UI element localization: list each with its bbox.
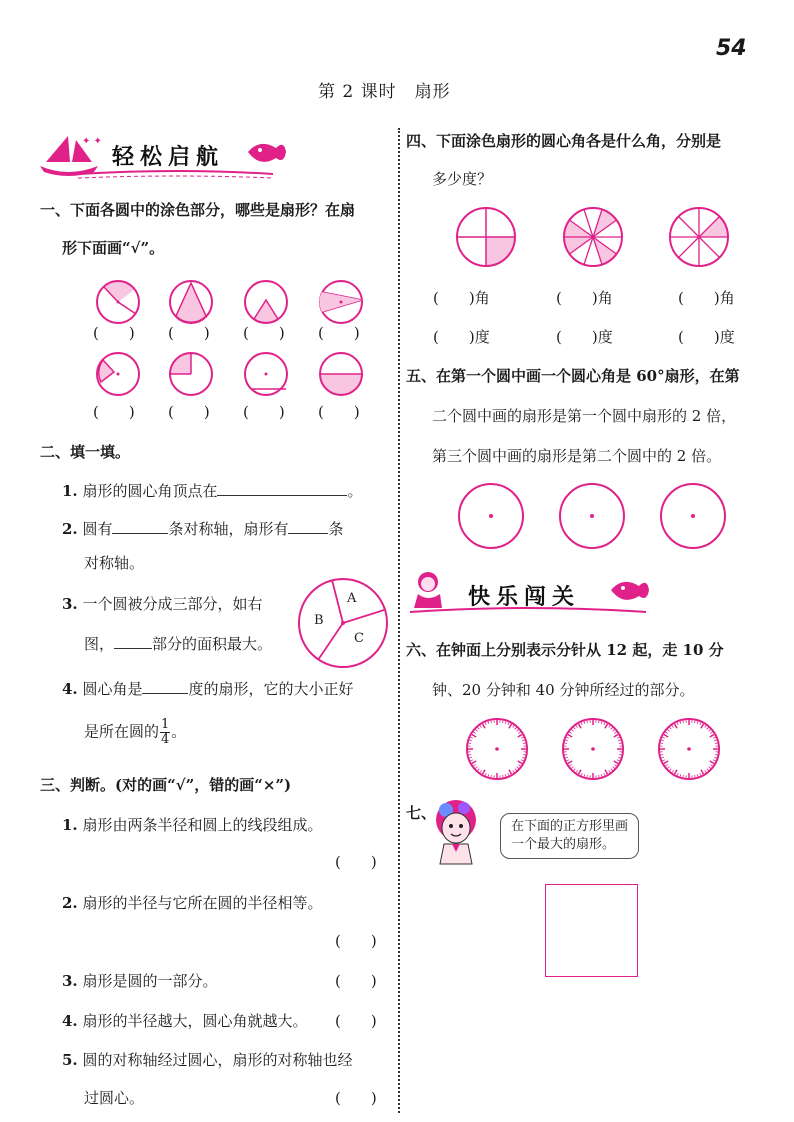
q3-item4 — [62, 1011, 307, 1031]
q3-item4-paren[interactable]: ( ) — [335, 1012, 377, 1030]
fish-icon — [611, 582, 649, 600]
q2-item2 — [62, 517, 344, 539]
q2-item2-blank2[interactable] — [288, 517, 328, 534]
q1-paren-6[interactable]: ( ) — [168, 403, 210, 421]
q3-item4-text: 扇形的半径越大，圆心角就越大。 — [82, 1012, 308, 1030]
q4-degree-2[interactable]: ( )度 — [556, 328, 613, 346]
q7-label: 七、 — [406, 804, 437, 822]
q7-bubble-line2: 一个最大的扇形。 — [511, 837, 616, 852]
q3-item2-num: 2. — [62, 894, 78, 912]
page-number: 54 — [716, 36, 747, 61]
q1-circle-4 — [319, 281, 362, 323]
banner-easy-start — [38, 130, 293, 182]
q3-item5-text: 圆的对称轴经过圆心，扇形的对称轴也经 — [82, 1051, 353, 1069]
fraction-denominator: 4 — [161, 732, 170, 747]
q2-item1 — [62, 479, 362, 501]
q1-circle-5 — [97, 353, 139, 395]
q4-angle-2[interactable]: ( )角 — [556, 289, 613, 307]
q2-item3-text-a: 一个圆被分成三部分，如右 — [82, 595, 263, 613]
q5-circle-2 — [560, 484, 624, 548]
q4-angle-3[interactable]: ( )角 — [678, 289, 735, 307]
q4-line2: 多少度？ — [432, 170, 493, 188]
q5-circle-3 — [661, 484, 725, 548]
q4-degree-3[interactable]: ( )度 — [678, 328, 735, 346]
q1-circle-6 — [170, 353, 212, 395]
q1-line1: 一、下面各圆中的涂色部分，哪些是扇形？在扇 — [40, 201, 356, 219]
q3-item4-num: 4. — [62, 1012, 78, 1030]
q4-degree-1[interactable]: ( )度 — [433, 328, 490, 346]
q3-item1-text: 扇形由两条半径和圆上的线段组成。 — [82, 816, 323, 834]
q2-item2-cont: 对称轴。 — [84, 554, 145, 572]
q2-item2-blank1[interactable] — [112, 517, 168, 534]
q3-item3-text: 扇形是圆的一部分。 — [82, 972, 218, 990]
q3-item3-paren[interactable]: ( ) — [335, 972, 377, 990]
q1-circle-7 — [245, 353, 287, 395]
fraction-numerator: 1 — [161, 717, 170, 732]
q3-item1-paren[interactable]: ( ) — [335, 853, 377, 871]
q3-item1-num: 1. — [62, 816, 78, 834]
banner1-text: 轻松启航 — [112, 145, 225, 170]
q5-line3: 第三个圆中画的扇形是第二个圆中的 2 倍。 — [432, 447, 722, 465]
q2-item4-cont — [84, 718, 186, 747]
q2-item2-num: 2. — [62, 520, 78, 538]
boy-icon — [424, 796, 486, 866]
q3-item2 — [62, 893, 322, 913]
lesson-title: 第 2 课时 扇形 — [318, 82, 451, 102]
q6-line2: 钟、20 分钟和 40 分钟所经过的部分。 — [432, 681, 695, 699]
q5-line2: 二个圆中画的扇形是第一个圆中扇形的 2 倍， — [432, 407, 737, 425]
clock-face-2 — [563, 719, 623, 779]
q2-item4-num: 4. — [62, 680, 78, 698]
q1-circle-1 — [97, 281, 139, 323]
q1-paren-8[interactable]: ( ) — [318, 403, 360, 421]
q2-item4-blank[interactable] — [142, 677, 188, 694]
q4-circle-eighths — [670, 208, 728, 266]
q1-circle-2 — [170, 281, 212, 323]
q4-angle-1[interactable]: ( )角 — [433, 289, 490, 307]
q2-heading: 二、填一填。 — [40, 443, 131, 461]
part-label-c: C — [354, 631, 364, 646]
banner-happy-challenge — [406, 568, 656, 618]
q3-item5-num: 5. — [62, 1051, 78, 1069]
q1-paren-3[interactable]: ( ) — [243, 324, 285, 342]
q1-paren-1[interactable]: ( ) — [93, 324, 135, 342]
q2-item3-cont — [84, 632, 272, 654]
q2-three-part-circle — [296, 576, 392, 672]
q6-line1: 六、在钟面上分别表示分针从 12 起，走 10 分 — [406, 641, 724, 659]
q3-item3 — [62, 971, 217, 991]
svg-text:✦ ✦: ✦ ✦ — [82, 136, 102, 147]
q1-circle-3 — [245, 281, 287, 323]
q3-item1 — [62, 815, 322, 835]
q4-circles — [455, 206, 735, 272]
q3-item2-text: 扇形的半径与它所在圆的半径相等。 — [82, 894, 323, 912]
q7-square[interactable] — [545, 884, 638, 977]
q2-item1-num: 1. — [62, 482, 78, 500]
part-label-a: A — [347, 591, 357, 606]
q2-item2-text-b: 条对称轴，扇形有 — [168, 520, 289, 538]
q3-item2-paren[interactable]: ( ) — [335, 932, 377, 950]
q3-item3-num: 3. — [62, 972, 78, 990]
part-label-b: B — [314, 613, 324, 628]
q6-clocks — [462, 714, 726, 784]
q2-item3 — [62, 594, 262, 614]
clock-face-1 — [467, 719, 527, 779]
q4-circle-quarter — [457, 208, 515, 266]
fraction-one-quarter — [160, 718, 170, 747]
q2-item2-text-c: 条 — [328, 520, 344, 538]
q4-circle-tenths — [564, 208, 622, 266]
column-divider — [398, 128, 400, 1113]
clock-face-3 — [659, 719, 719, 779]
q7-bubble-line1: 在下面的正方形里画 — [511, 819, 629, 834]
q3-item5-paren[interactable]: ( ) — [335, 1089, 377, 1107]
q5-line1: 五、在第一个圆中画一个圆心角是 60°扇形，在第 — [406, 367, 740, 385]
q1-line2: 形下面画“√”。 — [62, 239, 165, 257]
q7-speech-bubble — [500, 813, 639, 859]
q2-item3-text-c: 部分的面积最大。 — [152, 635, 273, 653]
fish-icon — [248, 144, 286, 162]
q2-item4-text-a: 圆心角是 — [82, 680, 143, 698]
q4-line1: 四、下面涂色扇形的圆心角各是什么角，分别是 — [406, 132, 722, 150]
q1-paren-5[interactable]: ( ) — [93, 403, 135, 421]
q2-item4-text-c: 是所在圆的 — [84, 722, 160, 741]
q1-paren-2[interactable]: ( ) — [168, 324, 210, 342]
q3-heading: 三、判断。(对的画“√”，错的画“×”) — [40, 776, 292, 794]
q2-item3-num: 3. — [62, 595, 78, 613]
q1-circle-8 — [320, 353, 362, 395]
q2-item4 — [62, 677, 353, 699]
q2-item3-blank[interactable] — [114, 632, 152, 649]
q1-paren-7[interactable]: ( ) — [243, 403, 285, 421]
q2-item3-text-b: 图， — [84, 635, 115, 653]
q5-circle-1 — [459, 484, 523, 548]
q3-item5 — [62, 1050, 352, 1070]
q5-circles — [455, 482, 735, 552]
q2-item2-text-a: 圆有 — [82, 520, 113, 538]
q1-paren-4[interactable]: ( ) — [318, 324, 360, 342]
q2-item1-end: 。 — [347, 482, 363, 500]
q2-item1-text: 扇形的圆心角顶点在 — [82, 482, 218, 500]
q2-item4-end: 。 — [171, 722, 187, 741]
q2-item1-blank[interactable] — [217, 479, 347, 496]
q2-item4-text-b: 度的扇形，它的大小正好 — [188, 680, 354, 698]
q3-item5-cont: 过圆心。 — [84, 1089, 145, 1107]
banner2-text: 快乐闯关 — [468, 585, 581, 610]
